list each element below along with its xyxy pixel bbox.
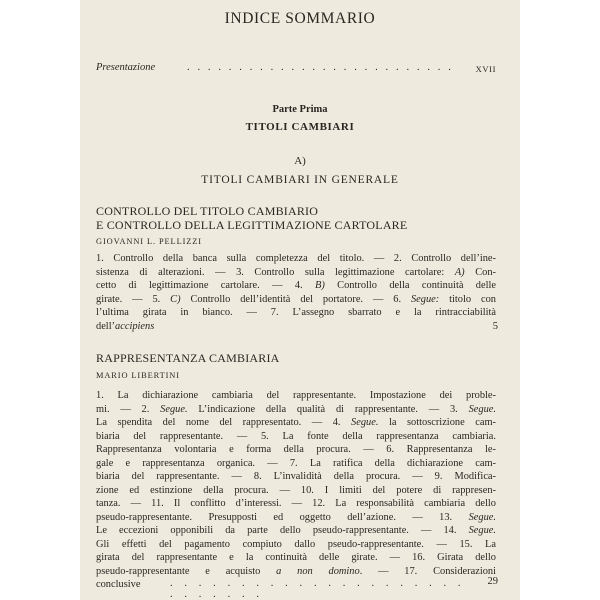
article-1-summary-line: 1. Controllo della banca sulla completezza del titolo. — 2. Controllo dell’ine-	[96, 253, 496, 264]
article-2-summary-line: biaria del rappresentante. — 8. L’invalidità della procura. — 9. Modifica-	[96, 471, 496, 482]
article-2-summary-line: mi. — 2. Segue. L’indicazione della qualità di rappresentante. — 3. Segue.	[96, 403, 496, 415]
article-2-title: RAPPRESENTANZA CAMBIARIA	[96, 351, 280, 365]
article-1-summary-line: sistenza di alterazioni. — 3. Controllo sulla legittimazione cartolare: A) Con-	[96, 266, 496, 278]
article-2-author: MARIO LIBERTINI	[96, 371, 180, 380]
article-2-summary-line: Gli effetti del pagamento compiuto dallo pseudo-rappresentante. — 15. La	[96, 538, 496, 550]
article-1-summary-last-line: dell’accipiens	[96, 320, 155, 332]
article-1-author: GIOVANNI L. PELLIZZI	[96, 237, 202, 246]
part-title: TITOLI CAMBIARI	[245, 121, 355, 133]
article-2-summary-line: Le eccezioni opponibili da parte dello pseudo-rappresentante. — 14. Segue.	[96, 525, 496, 536]
section-letter: A)	[294, 155, 306, 167]
article-1-title-line-2: E CONTROLLO DELLA LEGITTIMAZIONE CARTOLARE	[96, 218, 408, 232]
presentazione-page-number: XVII	[475, 64, 496, 74]
article-2-summary-line: Rappresentanza volontaria e forma della procura. — 6. Rappresentanza le-	[96, 444, 496, 455]
section-title: TITOLI CAMBIARI IN GENERALE	[201, 174, 399, 186]
article-1-summary-line: girate. — 5. C) Controllo dell’identità del portatore. — 6. Segue: titolo con	[96, 293, 496, 305]
article-2-summary-line: biaria del rappresentante. — 5. La fonte della rappresentanza cambiaria.	[96, 430, 496, 442]
index-page	[80, 0, 520, 600]
article-2-summary-line: 1. La dichiarazione cambiaria del rappresentante. Impostazione dei proble-	[96, 390, 496, 401]
article-2-summary-line: tanza. — 11. Il conflitto d’interessi. — 12. La responsabilità cambiaria dello	[96, 498, 496, 509]
article-2-summary-last-line: conclusive	[96, 579, 141, 590]
presentazione-leaders: . . . . . . . . . . . . . . . . . . . . . . . . . .	[187, 62, 454, 73]
page-heading: INDICE SOMMARIO	[224, 10, 376, 27]
article-2-page-number: 29	[487, 576, 498, 587]
part-subtitle: Parte Prima	[272, 104, 328, 115]
article-2-summary-line: gale e rappresentanza organica. — 7. La ratifica della dichiarazione cam-	[96, 457, 496, 469]
article-2-summary-line: La spendita del nome del rappresentato. — 4. Segue. la sottoscrizione cam-	[96, 417, 496, 428]
article-2-summary-line: zione ed estinzione della procura. — 10. I limiti del potere di rappresen-	[96, 484, 496, 496]
article-1-summary-line: cetto di legittimazione cartolare. — 4. B) Controllo della continuità delle	[96, 280, 496, 291]
article-2-summary-line: pseudo-rappresentante. Presupposti ed oggetto dell’azione. — 13. Segue.	[96, 511, 496, 523]
article-1-page-number: 5	[492, 321, 498, 332]
article-2-summary-line: girata del rappresentante e la continuità delle girate. — 16. Girata dello	[96, 552, 496, 563]
article-1-summary-line: l’ultima girata in bianco. — 7. L’assegno sbarrato e la rintracciabilità	[96, 307, 496, 318]
article-2-leaders: . . . . . . . . . . . . . . . . . . . . . . . . . . . .	[170, 578, 466, 600]
article-1-summary-last-line-italic: accipiens	[115, 320, 155, 332]
presentazione-label: Presentazione	[96, 62, 156, 73]
article-1-title-line-1: CONTROLLO DEL TITOLO CAMBIARIO	[96, 204, 319, 218]
article-2-summary-line: pseudo-rappresentante e acquisto a non domino. — 17. Considerazioni	[96, 565, 496, 577]
